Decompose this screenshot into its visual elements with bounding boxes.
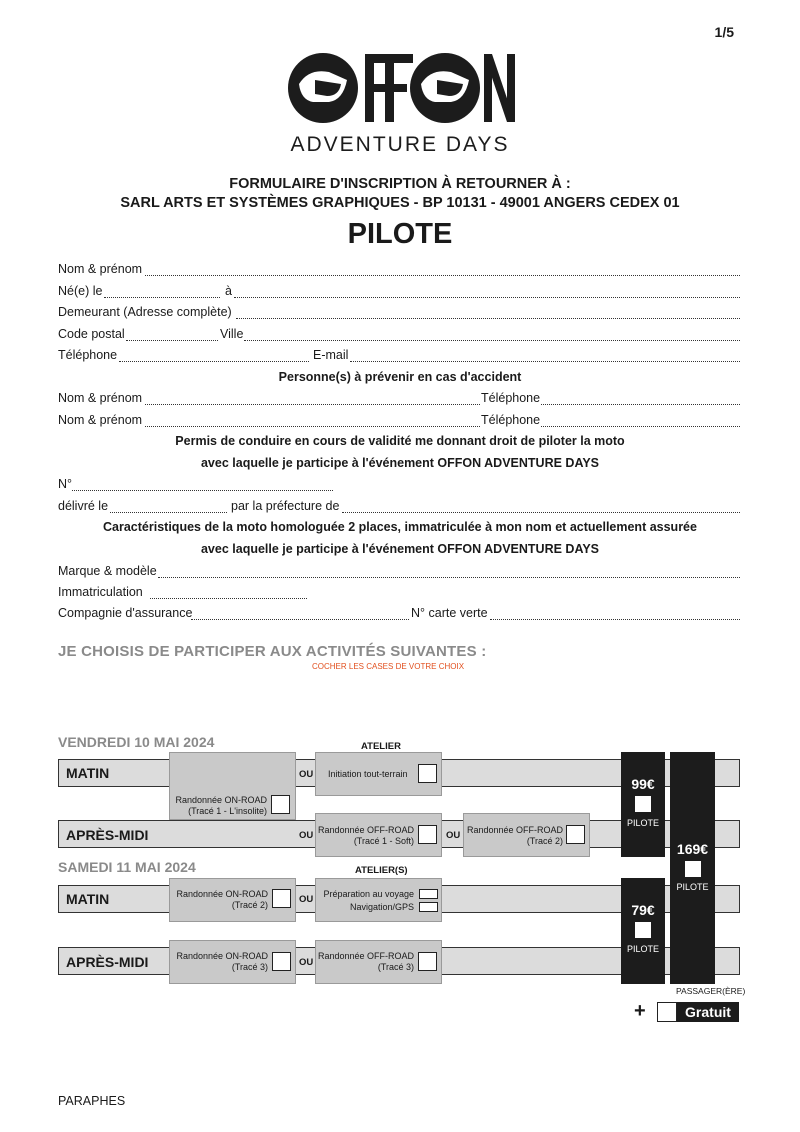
city-label: Ville [220, 327, 244, 341]
nom-prenom-label: Nom & prénom [58, 262, 143, 276]
emergency-name-2-label: Nom & prénom [58, 413, 143, 427]
city-field[interactable] [244, 340, 740, 341]
ou-label: OU [299, 894, 314, 905]
saturday-price-column [621, 878, 665, 984]
onroad-2-sub: (Tracé 2) [231, 899, 268, 910]
prefecture-label: par la préfecture de [231, 499, 340, 513]
saturday-price: 79€ [631, 902, 655, 918]
friday-morning-label: MATIN [66, 765, 110, 781]
plus-icon: + [634, 1000, 646, 1022]
onroad-2-title: Randonnée ON-ROAD [176, 889, 268, 899]
ou-label: OU [299, 957, 314, 968]
registration-label: Immatriculation [58, 585, 143, 599]
offroad-2-checkbox[interactable] [566, 825, 585, 844]
navigation-label: Navigation/GPS [349, 902, 414, 912]
emergency-name-1-field[interactable] [145, 404, 480, 405]
emergency-name-2-field[interactable] [145, 426, 480, 427]
insurance-label: Compagnie d'assurance [58, 606, 193, 620]
both-days-price: 169€ [676, 841, 709, 857]
initiation-checkbox[interactable] [418, 764, 437, 783]
both-days-pilote-label: PILOTE [676, 882, 709, 892]
moto-heading-2: avec laquelle je participe à l'événement OFFON ADVENTURE DAYS [200, 542, 599, 556]
offroad-soft-checkbox[interactable] [418, 825, 437, 844]
saturday-ateliers-option [315, 878, 442, 922]
activities-heading: JE CHOISIS DE PARTICIPER AUX ACTIVITÉS SUIVANTES : [58, 643, 487, 660]
emergency-heading: Personne(s) à prévenir en cas d'accident [278, 370, 522, 384]
ou-label: OU [299, 830, 314, 841]
offroad-3-sub: (Tracé 3) [377, 961, 414, 972]
birthdate-label: Né(e) le [58, 284, 103, 298]
onroad-3-sub: (Tracé 3) [231, 961, 268, 972]
brand-model-label: Marque & modèle [58, 564, 157, 578]
offroad-3-title: Randonnée OFF-ROAD [317, 951, 414, 961]
offroad-soft-title: Randonnée OFF-ROAD [317, 825, 414, 835]
prep-voyage-label: Préparation au voyage [323, 889, 414, 899]
emergency-phone-1-field[interactable] [541, 404, 740, 405]
friday-price: 99€ [631, 776, 655, 792]
emergency-phone-1-label: Téléphone [481, 391, 541, 405]
activities-instruction: COCHER LES CASES DE VOTRE CHOIX [312, 662, 465, 671]
offroad-3-checkbox[interactable] [418, 952, 437, 971]
prep-voyage-checkbox[interactable] [419, 889, 438, 899]
address-field[interactable] [236, 318, 740, 319]
address-label: Demeurant (Adresse complète) [58, 305, 232, 319]
phone-field[interactable] [119, 361, 309, 362]
saturday-ateliers-label: ATELIER(S) [355, 865, 408, 876]
page-title: PILOTE [347, 218, 453, 250]
ou-label: OU [299, 769, 314, 780]
green-card-label: N° carte verte [411, 606, 488, 620]
onroad-2-checkbox[interactable] [272, 889, 291, 908]
ou-label: OU [446, 830, 461, 841]
offroad-soft-sub: (Tracé 1 - Soft) [353, 835, 414, 846]
prefecture-field[interactable] [342, 512, 740, 513]
birthplace-label: à [225, 284, 232, 298]
nom-prenom-field[interactable] [145, 275, 740, 276]
birthdate-field[interactable] [104, 297, 220, 298]
license-heading-1: Permis de conduire en cours de validité me donnant droit de piloter la moto [175, 434, 625, 448]
saturday-pilote-checkbox[interactable] [635, 922, 651, 938]
issued-date-field[interactable] [110, 512, 227, 513]
offroad-soft-label [316, 825, 414, 846]
license-number-label: N° [58, 477, 73, 491]
passenger-checkbox[interactable] [657, 1002, 677, 1022]
email-field[interactable] [350, 361, 740, 362]
friday-afternoon-label: APRÈS-MIDI [66, 827, 149, 843]
onroad-1-title: Randonnée ON-ROAD [175, 795, 267, 805]
postal-code-label: Code postal [58, 327, 125, 341]
offon-logo [285, 50, 515, 160]
friday-pilote-checkbox[interactable] [635, 796, 651, 812]
saturday-label: SAMEDI 11 MAI 2024 [58, 859, 196, 875]
insurance-field[interactable] [191, 619, 409, 620]
passenger-label: PASSAGER(ÈRE) [676, 986, 746, 996]
initiation-label: Initiation tout-terrain [328, 769, 408, 779]
emergency-name-1-label: Nom & prénom [58, 391, 143, 405]
both-days-price-column [670, 752, 715, 984]
friday-price-column [621, 752, 665, 857]
emergency-phone-2-label: Téléphone [481, 413, 541, 427]
postal-code-field[interactable] [126, 340, 218, 341]
gratuit-badge: Gratuit [677, 1002, 739, 1022]
form-header-line1: FORMULAIRE D'INSCRIPTION À RETOURNER À : [229, 176, 571, 192]
onroad-2-label [170, 889, 268, 910]
saturday-pilote-label: PILOTE [626, 944, 659, 954]
onroad-3-title: Randonnée ON-ROAD [176, 951, 268, 961]
offroad-2-sub: (Tracé 2) [526, 835, 563, 846]
registration-field[interactable] [150, 598, 307, 599]
form-header-line2: SARL ARTS ET SYSTÈMES GRAPHIQUES - BP 10131 - 49001 ANGERS CEDEX 01 [120, 195, 680, 211]
onroad-1-label [170, 795, 267, 816]
birthplace-field[interactable] [234, 297, 740, 298]
friday-atelier-label: ATELIER [361, 741, 401, 752]
navigation-checkbox[interactable] [419, 902, 438, 912]
brand-model-field[interactable] [158, 577, 740, 578]
license-number-field[interactable] [72, 490, 333, 491]
saturday-morning-label: MATIN [66, 891, 110, 907]
both-days-pilote-checkbox[interactable] [685, 861, 701, 877]
onroad-1-sub: (Tracé 1 - L'insolite) [188, 805, 267, 816]
email-label: E-mail [313, 348, 349, 362]
onroad-3-checkbox[interactable] [272, 952, 291, 971]
friday-pilote-label: PILOTE [626, 818, 659, 828]
license-heading-2: avec laquelle je participe à l'événement OFFON ADVENTURE DAYS [200, 456, 599, 470]
onroad-3-label [170, 951, 268, 972]
offroad-2-label [464, 825, 563, 846]
paraphes-label: PARAPHES [58, 1094, 126, 1108]
friday-label: VENDREDI 10 MAI 2024 [58, 734, 215, 750]
logo-tagline: ADVENTURE DAYS [290, 133, 510, 156]
saturday-afternoon-label: APRÈS-MIDI [66, 954, 149, 970]
page-number: 1/5 [714, 24, 734, 40]
offroad-3-label [316, 951, 414, 972]
phone-label: Téléphone [58, 348, 118, 362]
onroad-1-checkbox[interactable] [271, 795, 290, 814]
emergency-phone-2-field[interactable] [541, 426, 740, 427]
issued-date-label: délivré le [58, 499, 109, 513]
green-card-field[interactable] [490, 619, 740, 620]
moto-heading-1: Caractéristiques de la moto homologuée 2 places, immatriculée à mon nom et actuellement assurée [103, 520, 697, 534]
offroad-2-title: Randonnée OFF-ROAD [466, 825, 563, 835]
